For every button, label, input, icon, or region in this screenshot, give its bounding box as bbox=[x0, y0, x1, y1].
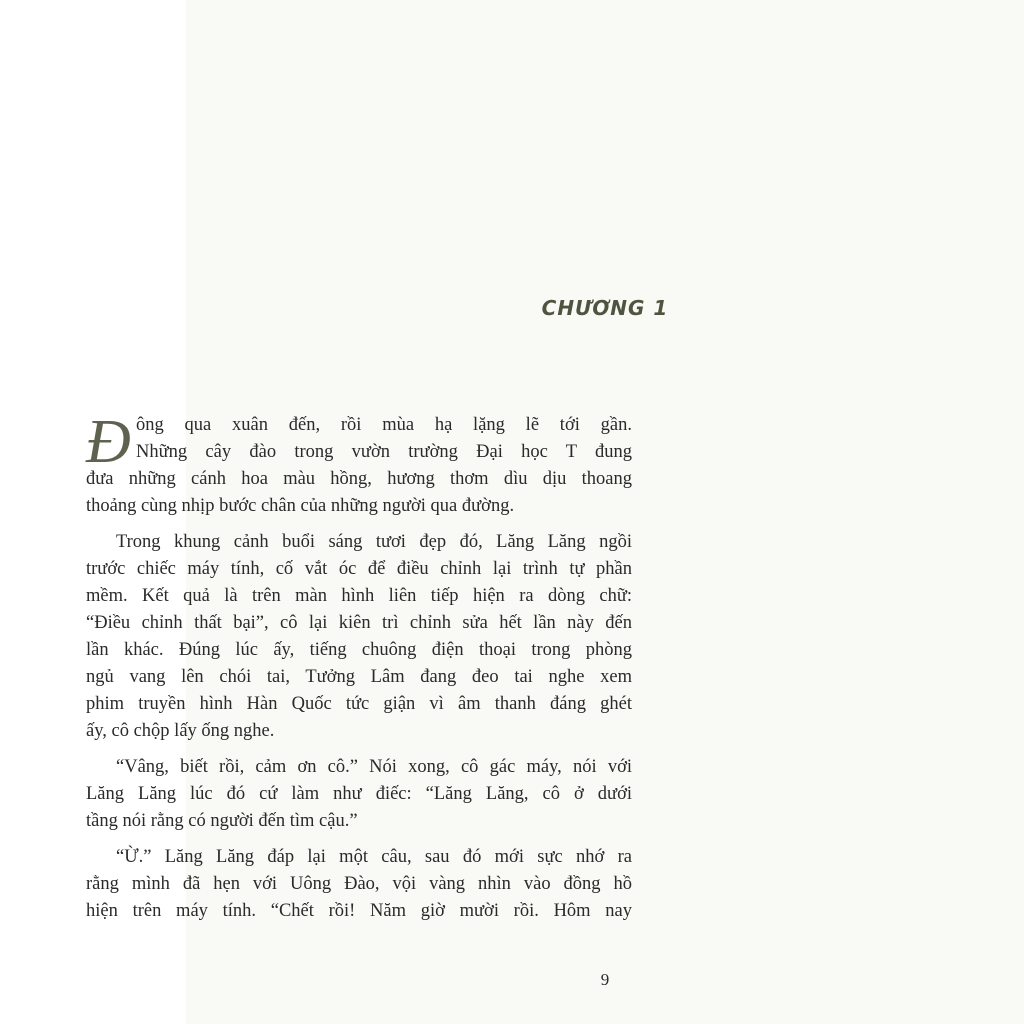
paragraph-2 bbox=[86, 529, 632, 745]
text-line: “Vâng, biết rồi, cảm ơn cô.” Nói xong, cô gác máy, nói với bbox=[116, 757, 632, 777]
paragraph-4 bbox=[86, 844, 632, 925]
text-line: rằng mình đã hẹn với Uông Đào, vội vàng nhìn vào đồng hồ bbox=[86, 874, 632, 894]
text-line: Lăng Lăng lúc đó cứ làm như điếc: “Lăng Lăng, cô ở dưới bbox=[86, 784, 632, 804]
text-line: Những cây đào trong vườn trường Đại học T đung bbox=[136, 442, 632, 462]
text-line: ngủ vang lên chói tai, Tưởng Lâm đang đeo tai nghe xem bbox=[86, 667, 632, 687]
text-line: mềm. Kết quả là trên màn hình liên tiếp hiện ra dòng chữ: bbox=[86, 586, 632, 606]
text-line: ấy, cô chộp lấy ống nghe. bbox=[86, 721, 275, 741]
text-line: đưa những cánh hoa màu hồng, hương thơm dìu dịu thoang bbox=[86, 469, 632, 489]
text-line: “Điều chỉnh thất bại”, cô lại kiên trì chỉnh sửa hết lần này đến bbox=[86, 613, 632, 633]
text-line: “Ừ.” Lăng Lăng đáp lại một câu, sau đó mới sực nhớ ra bbox=[116, 847, 632, 867]
paragraph-3 bbox=[86, 754, 632, 835]
text-line: thoảng cùng nhịp bước chân của những người qua đường. bbox=[86, 496, 515, 516]
text-line: tầng nói rằng có người đến tìm cậu.” bbox=[86, 811, 358, 831]
text-line: Trong khung cảnh buổi sáng tươi đẹp đó, Lăng Lăng ngồi bbox=[116, 532, 632, 552]
page-number: 9 bbox=[600, 970, 610, 989]
text-line: lần khác. Đúng lúc ấy, tiếng chuông điện thoại trong phòng bbox=[86, 640, 632, 660]
chapter-title: CHƯƠNG 1 bbox=[541, 296, 669, 320]
text-line: trước chiếc máy tính, cố vắt óc để điều chỉnh lại trình tự phần bbox=[86, 559, 632, 579]
text-line: phim truyền hình Hàn Quốc tức giận vì âm thanh đáng ghét bbox=[86, 694, 632, 714]
paragraph-1 bbox=[86, 408, 632, 520]
text-line: ông qua xuân đến, rồi mùa hạ lặng lẽ tới gần. bbox=[136, 415, 632, 435]
body-text bbox=[86, 408, 632, 934]
text-line: hiện trên máy tính. “Chết rồi! Năm giờ mười rồi. Hôm nay bbox=[86, 901, 632, 921]
drop-cap: Đ bbox=[86, 408, 131, 476]
